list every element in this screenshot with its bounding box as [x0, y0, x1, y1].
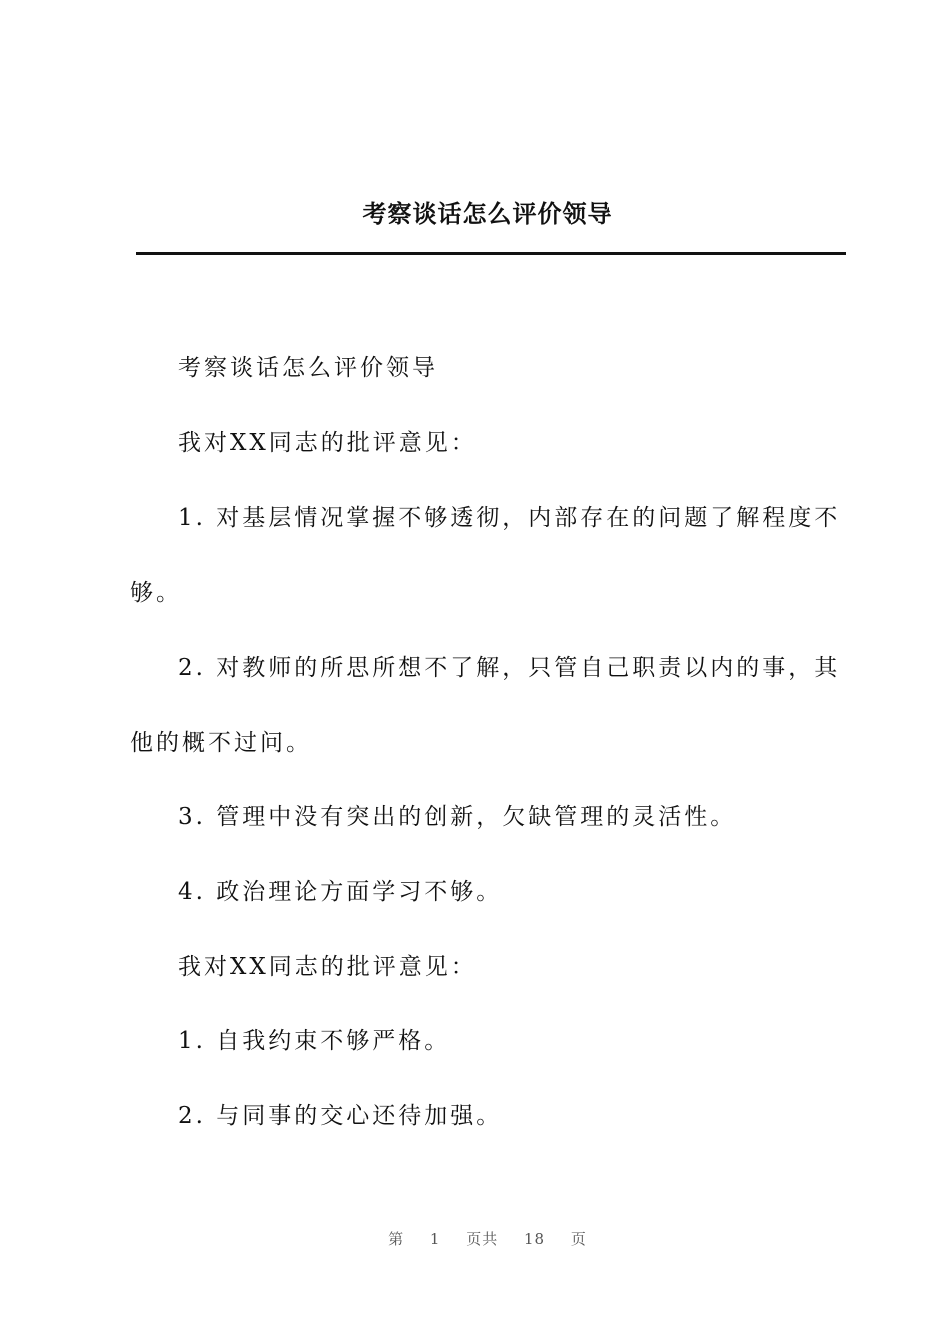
paragraph-heading: 考察谈话怎么评价领导 — [178, 355, 438, 381]
footer-label-mid: 页共 — [466, 1230, 499, 1248]
footer-label-pre: 第 — [388, 1230, 405, 1248]
footer-label-post: 页 — [570, 1230, 587, 1248]
paragraph-item-3: 3. 管理中没有突出的创新，欠缺管理的灵活性。 — [178, 804, 737, 830]
title-divider — [136, 252, 846, 255]
footer-page-total: 18 — [524, 1230, 546, 1248]
paragraph-criticism-intro-1: 我对XX同志的批评意见： — [178, 430, 477, 456]
page-title: 考察谈话怎么评价领导 — [362, 199, 613, 228]
paragraph-item-2-line-1: 2. 对教师的所思所想不了解，只管自己职责以内的事，其 — [178, 655, 841, 681]
footer-page-current: 1 — [429, 1230, 441, 1248]
paragraph-item-6: 2. 与同事的交心还待加强。 — [178, 1103, 503, 1129]
paragraph-item-2-line-2: 他的概不过问。 — [130, 730, 312, 756]
paragraph-item-1-line-1: 1. 对基层情况掌握不够透彻，内部存在的问题了解程度不 — [178, 505, 841, 531]
paragraph-item-1-line-2: 够。 — [130, 580, 182, 606]
paragraph-item-5: 1. 自我约束不够严格。 — [178, 1028, 451, 1054]
paragraph-item-4: 4. 政治理论方面学习不够。 — [178, 879, 503, 905]
page-footer — [0, 1228, 950, 1249]
paragraph-criticism-intro-2: 我对XX同志的批评意见： — [178, 954, 477, 980]
